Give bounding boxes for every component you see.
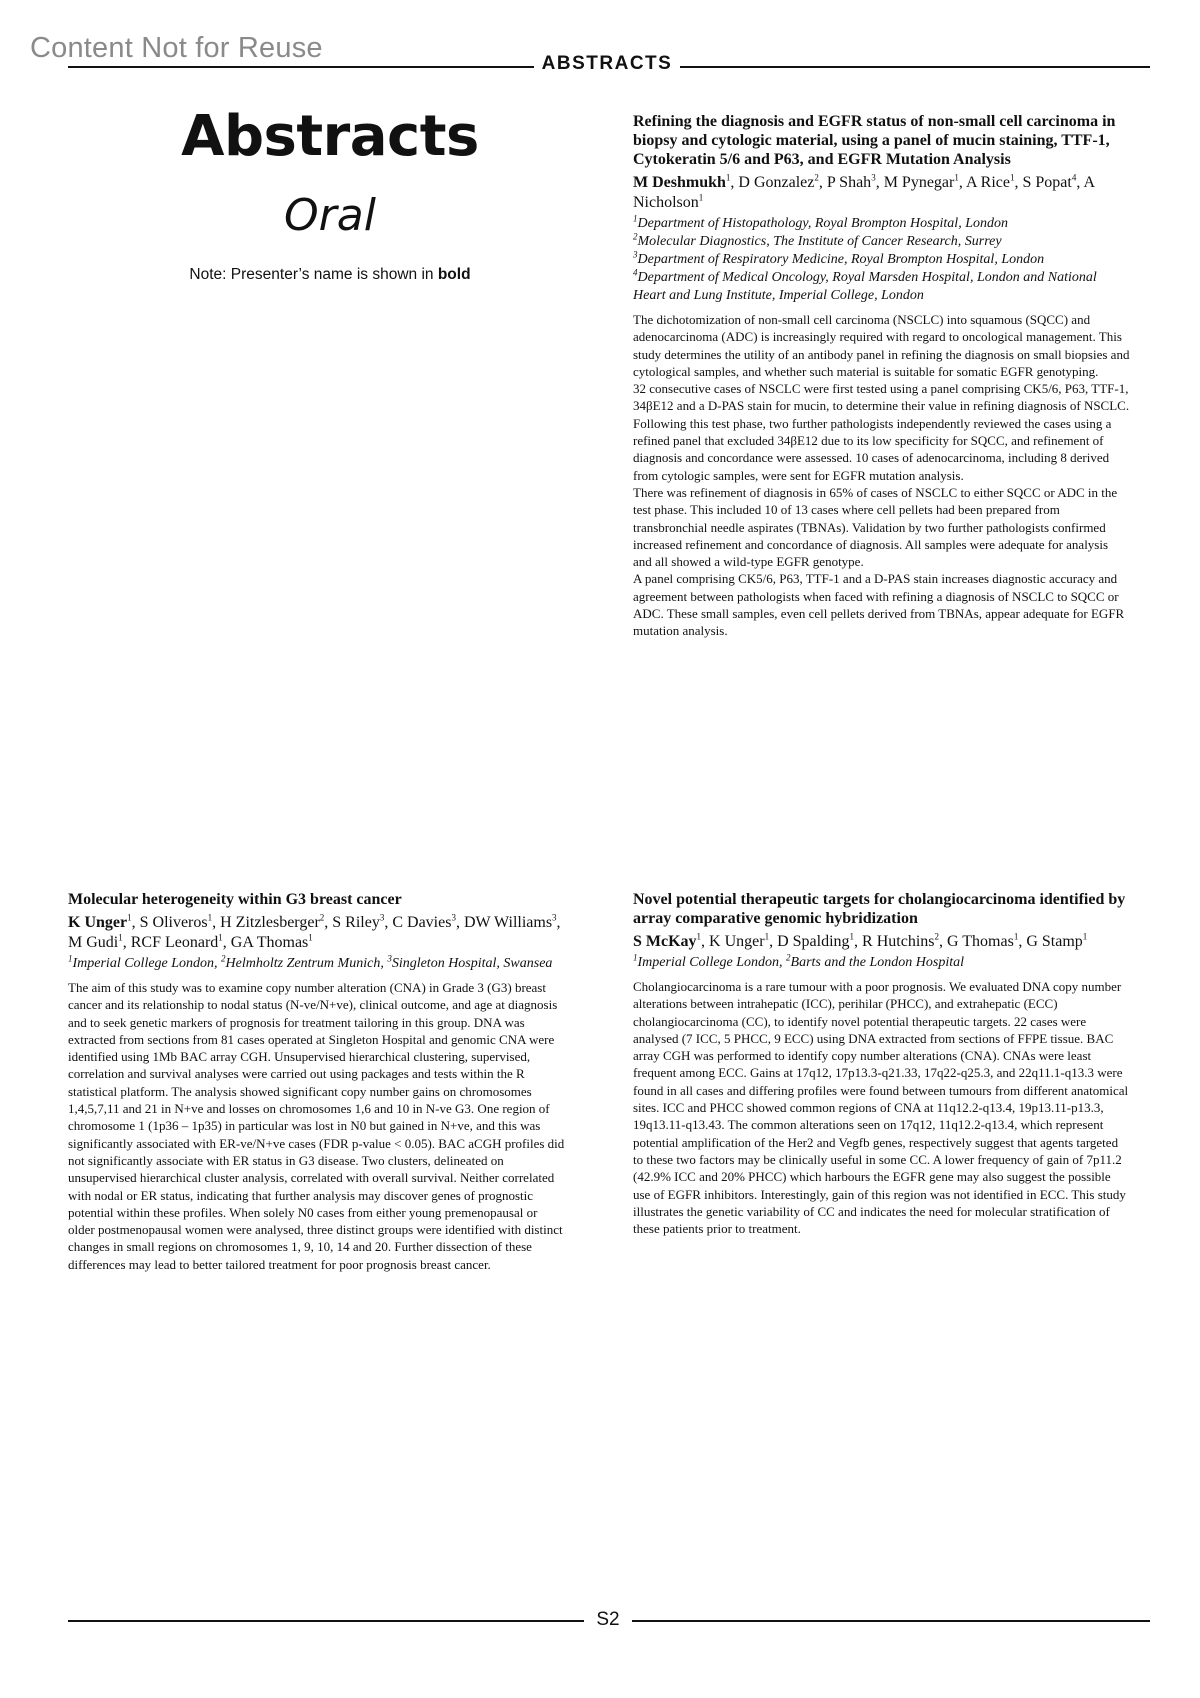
affiliation: $^1$Department of Histopathology, Royal Brompton Hospital, London: [633, 213, 1008, 231]
author-name: A Rice: [965, 174, 1010, 191]
author-separator: ,: [1014, 174, 1023, 191]
abstract-g3-breast-cancer: [68, 890, 565, 1273]
author-name: D Spalding: [777, 933, 850, 950]
affiliation: $^4$Department of Medical Oncology, Royal Marsden Hospital, London and National Heart and Lung Institute, Imperial College, London: [633, 267, 1097, 303]
author-affiliation-mark: 2: [934, 931, 939, 942]
author-name: C Davies: [392, 914, 452, 931]
author-affiliation-mark: 1: [849, 931, 855, 942]
presenter-note: [130, 266, 530, 284]
author-separator: ,: [222, 934, 231, 951]
watermark-text: Content Not for Reuse: [30, 32, 323, 64]
abstract-title: Novel potential therapeutic targets for cholangiocarcinoma identified by array comparative genomic hybridization: [633, 891, 1126, 927]
author-separator: ,: [455, 914, 464, 931]
author-separator: ,: [556, 914, 561, 931]
page-number: S2: [596, 1609, 620, 1630]
author-affiliation-mark: 3: [871, 172, 876, 183]
footer-rule-left: [68, 1620, 584, 1622]
author-affiliation-mark: 1: [118, 932, 123, 943]
author-name: S Oliveros: [139, 914, 208, 931]
author-name: M Pynegar: [883, 174, 955, 191]
author-affiliation-mark: 1: [725, 172, 731, 183]
footer-rule-right: [632, 1620, 1150, 1622]
body-paragraph: A panel comprising CK5/6, P63, TTF-1 and a D-PAS stain increases diagnostic accuracy and agreement between pathologists when faced with refining a diagnosis of NSCLC to SQCC or ADC. These small samples, even cell pellets derived from TBNAs, appear adequate for EGFR mutation analysis.: [633, 571, 1125, 639]
author-name: K Unger: [709, 933, 765, 950]
author-affiliation-mark: 1: [308, 932, 313, 943]
body-paragraph: 32 consecutive cases of NSCLC were first tested using a panel comprising CK5/6, P63, TTF-1, 34βE12 and a D-PAS stain for mucin, to determine their value in refining diagnosis of NSCLC. Following this test phase, two further pathologists independently reviewed the cases using a refined panel that excluded 34βE12 due to its low specificity for SQCC, and refinement of diagnosis and concordance were assessed. 10 cases of adenocarcinoma, including 8 derived from cytologic samples, were sent for EGFR mutation analysis.: [633, 381, 1130, 483]
author-name: M Gudi: [68, 934, 119, 951]
author-name: DW Williams: [463, 914, 553, 931]
author-affiliation-mark: 1: [1013, 931, 1019, 942]
author-affiliation-mark: 1: [954, 172, 959, 183]
author-list: [633, 932, 1130, 952]
affiliation-list: [633, 954, 1130, 972]
author-affiliation-mark: 4: [1071, 172, 1077, 183]
author-separator: ,: [854, 933, 863, 950]
header-rule-right: [680, 66, 1150, 68]
author-affiliation-mark: 1: [1009, 172, 1015, 183]
author-name: G Thomas: [947, 933, 1014, 950]
author-affiliation-mark: 1: [698, 192, 704, 203]
author-separator: ,: [875, 174, 884, 191]
author-affiliation-mark: 1: [696, 931, 702, 942]
author-affiliation-mark: 3: [552, 912, 557, 923]
author-separator: ,: [1018, 933, 1027, 950]
body-paragraph: There was refinement of diagnosis in 65% of cases of NSCLC to either SQCC or ADC in the test phase. This included 10 of 13 cases where cell pellets had been prepared from transbronchial needle aspirates (TBNAs). Validation by two further pathologists confirmed increased refinement and concordance of diagnosis. All samples were adequate for analysis and all showed a wild-type EGFR genotype.: [633, 484, 1118, 570]
author-separator: ,: [701, 933, 710, 950]
abstract-title: Molecular heterogeneity within G3 breast cancer: [68, 891, 402, 908]
page-subtitle: Oral: [284, 190, 376, 241]
abstract-body: [633, 311, 1130, 640]
author-name: RCF Leonard: [130, 934, 219, 951]
author-affiliation-mark: 3: [451, 912, 456, 923]
author-separator: ,: [1076, 174, 1084, 191]
abstract-egfr-nsclc: [633, 112, 1130, 640]
author-name: S Popat: [1022, 174, 1072, 191]
author-separator: ,: [122, 934, 131, 951]
page-title: Abstracts: [181, 104, 479, 169]
author-separator: ,: [730, 174, 739, 191]
author-separator: ,: [324, 914, 333, 931]
author-separator: ,: [212, 914, 221, 931]
presenter-name: K Unger: [68, 914, 128, 931]
author-name: GA Thomas: [230, 934, 309, 951]
author-name: H Zitzlesberger: [220, 914, 320, 931]
author-name: P Shah: [826, 174, 872, 191]
body-paragraph: Cholangiocarcinoma is a rare tumour with a poor prognosis. We evaluated DNA copy number alterations between intrahepatic (ICC), perihilar (PHCC), and extrahepatic (ECC) cholangiocarcinoma (CC), to identify novel potential therapeutic targets. 22 cases were analysed (7 ICC, 5 PHCC, 9 ECC) using DNA extracted from sections of FFPE tissue. BAC array CGH was performed to identify copy number alterations (CNA). CNAs were least frequent among ECC. Gains at 17q12, 17p13.3-q21.33, 17q22-q25.3, and 22q11.1-q13.3 were found in all cases and differing profiles were found between tumours from different anatomical sites. ICC and PHCC showed common regions of CNA at 11q12.2-q13.4, 19p13.11-p13.3, 19q13.11-q13.43. The common alterations seen on 17q12, 11q12.2-q13.4, which represent potential amplification of the Her2 and Vegfb genes, respectively suggest that agents targeted to these two factors may be clinically useful in some CC. A lower frequency of gain of 7p11.2 (42.9% ICC and 20% PHCC) which harbours the EGFR gene may also suggest the possible use of EGFR inhibitors. Interestingly, gain of this region was not identified in ECC. This study illustrates the genetic variability of CC and indicates the need for molecular stratification of these patients prior to treatment.: [633, 979, 1129, 1237]
author-affiliation-mark: 2: [319, 912, 325, 923]
author-affiliation-mark: 1: [127, 912, 132, 923]
author-separator: ,: [958, 174, 966, 191]
author-name: S Riley: [332, 914, 380, 931]
author-affiliation-mark: 1: [218, 932, 223, 943]
author-name: D Gonzalez: [738, 174, 815, 191]
author-affiliation-mark: 1: [1082, 931, 1088, 942]
body-paragraph: The aim of this study was to examine copy number alteration (CNA) in Grade 3 (G3) breast cancer and its relationship to nodal status (N-ve/N+ve), clinical outcome, and age at diagnosis and to seek genetic markers of prognosis for treatment tailoring in this group. DNA was extracted from sections from 81 cases operated at Singleton Hospital and genomic CNA were identified using 1Mb BAC array CGH. Unsupervised hierarchical clustering, supervised, correlation and survival analyses were carried out using packages and tests within the R statistical platform. The analysis showed significant copy number gains on chromosomes 1,4,5,7,11 and 21 in N+ve and losses on chromosomes 1,6 and 10 in N-ve G3. One region of chromosome 1 (1p36 – 1p35) in particular was lost in N0 but gained in N+ve, and this was significantly associated with ER-ve/N+ve cases (FDR p-value < 0.05). BAC aCGH profiles did not significantly associate with ER status in G3 disease. Two clusters, delineated on unsupervised hierarchical cluster analysis, correlated with overall survival. Neither correlated with nodal or ER status, indicating that further analysis may discover genes of prognostic potential within these profiles. When solely N0 cases from either young premenopausal or older postmenopausal women were analysed, three distinct groups were identified with distinct changes in small regions on chromosomes 1, 9, 10, 14 and 20. Further dissection of these differences may lead to better tailored treatment for poor prognosis breast cancer.: [68, 980, 565, 1272]
author-affiliation-mark: 2: [814, 172, 819, 183]
affiliation-list: [68, 955, 565, 973]
author-affiliation-mark: 1: [207, 912, 213, 923]
abstract-body: [633, 978, 1130, 1237]
author-separator: ,: [769, 933, 778, 950]
affiliation-list: [633, 215, 1130, 305]
author-name: A Nicholson: [633, 174, 1095, 211]
section-header: ABSTRACTS: [541, 53, 673, 74]
header-rule-left: [68, 66, 534, 68]
author-separator: ,: [818, 174, 827, 191]
affiliation: $^3$Department of Respiratory Medicine, Royal Brompton Hospital, London: [633, 249, 1045, 267]
presenter-note-bold: bold: [437, 266, 471, 283]
author-name: G Stamp: [1026, 933, 1083, 950]
affiliation: $^1$Imperial College London, $^2$Barts and the London Hospital: [633, 952, 965, 970]
body-paragraph: The dichotomization of non-small cell carcinoma (NSCLC) into squamous (SQCC) and adenocarcinoma (ADC) is increasingly required with regard to oncological management. This study determines the utility of an antibody panel in refining the diagnosis on small biopsies and cytological samples, and whether such material is suitable for somatic EGFR genotyping.: [633, 312, 1130, 379]
author-affiliation-mark: 1: [764, 931, 770, 942]
author-list: [68, 913, 565, 953]
author-affiliation-mark: 3: [379, 912, 385, 923]
author-separator: ,: [131, 914, 140, 931]
author-list: [633, 173, 1130, 213]
presenter-name: M Deshmukh: [633, 174, 726, 191]
abstract-title: Refining the diagnosis and EGFR status of non-small cell carcinoma in biopsy and cytologic material, using a panel of mucin staining, TTF-1, Cytokeratin 5/6 and P63, and EGFR Mutation Analysis: [633, 113, 1116, 168]
presenter-name: S McKay: [633, 933, 697, 950]
author-name: R Hutchins: [862, 933, 935, 950]
abstract-body: [68, 979, 565, 1273]
affiliation: $^1$Imperial College London, $^2$Helmholtz Zentrum Munich, $^3$Singleton Hospital, Swansea: [68, 953, 553, 971]
author-separator: ,: [384, 914, 393, 931]
presenter-note-text: Note: Presenter’s name is shown in: [189, 266, 438, 283]
author-separator: ,: [939, 933, 947, 950]
abstract-cholangiocarcinoma: [633, 890, 1130, 1237]
affiliation: $^2$Molecular Diagnostics, The Institute of Cancer Research, Surrey: [633, 231, 1002, 249]
